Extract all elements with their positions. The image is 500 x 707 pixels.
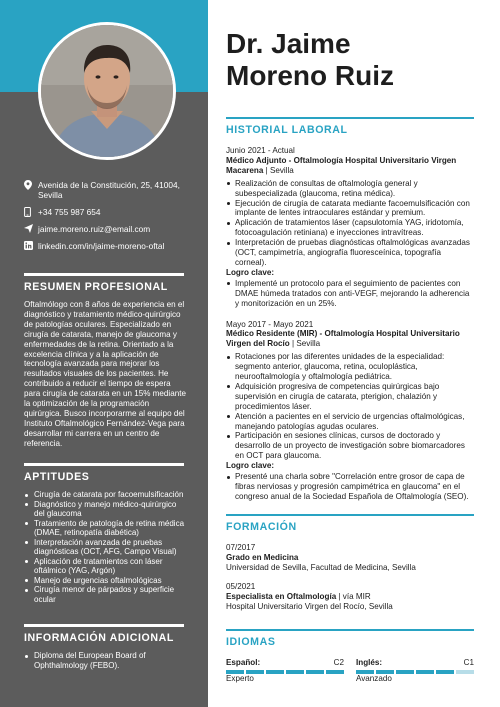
languages-heading: IDIOMAS [226, 636, 276, 648]
sidebar [0, 0, 208, 707]
contact-email[interactable] [24, 224, 199, 234]
job-location: | Sevilla [289, 339, 321, 349]
phone-text: +34 755 987 654 [38, 207, 101, 217]
name-line-2: Moreno Ruiz [226, 60, 394, 91]
language-level-segment [326, 670, 344, 674]
candidate-name [226, 28, 394, 92]
language-level-segment [286, 670, 304, 674]
profile-photo [38, 22, 176, 160]
skill-item: Tratamiento de patología de retina médica (DMAE, retinopatía diabética) [24, 519, 184, 538]
language-descriptor: Experto [226, 674, 254, 683]
languages-list [226, 658, 474, 684]
language-level: C1 [463, 658, 474, 667]
education-degree-suffix: | vía MIR [336, 592, 371, 601]
language-level: C2 [333, 658, 344, 667]
language-item [226, 658, 344, 684]
additional-item: Diploma del European Board of Ophthalmology (FEBO). [24, 651, 184, 670]
language-level-segment [266, 670, 284, 674]
skill-item: Cirugía de catarata por facoemulsificación [24, 490, 184, 500]
section-divider [226, 629, 474, 631]
contact-address [24, 180, 199, 200]
job-tasks [226, 352, 474, 461]
languages-section [226, 629, 474, 684]
language-name: Inglés: [356, 658, 383, 667]
skills-section [24, 463, 184, 604]
job-achievements [226, 279, 474, 309]
job-task: Participación en sesiones clínicas, cursos de doctorado y desarrollo de un proyecto de investigación sobre biomarcadores en OCT para glaucoma. [226, 431, 474, 461]
language-level-segment [396, 670, 414, 674]
job-achievement: Implementé un protocolo para el seguimiento de pacientes con DMAE húmeda tratados con anti-VEGF, mejorando la adherencia y monitorización en un 25%. [226, 279, 474, 309]
location-pin-icon [24, 180, 38, 190]
skills-list [24, 490, 184, 604]
job-dates: Junio 2021 - Actual [226, 146, 295, 155]
language-level-segment [416, 670, 434, 674]
job-task: Interpretación de pruebas diagnósticas oftalmológicas avanzadas (OCT, campimetría, angiografía fluoresceínica, topografía corneal). [226, 238, 474, 268]
job-achievements [226, 472, 474, 502]
job-task: Adquisición progresiva de competencias quirúrgicas bajo supervisión en cirugía de catarata, pterigion, chalazión y procedimientos láser. [226, 382, 474, 412]
education-school: Universidad de Sevilla, Facultad de Medicina, Sevilla [226, 563, 416, 572]
education-section [226, 514, 474, 612]
send-icon [24, 224, 38, 234]
section-divider [24, 463, 184, 466]
skill-item: Interpretación avanzada de pruebas diagnósticas (OCT, AFG, Campo Visual) [24, 538, 184, 557]
skill-item: Diagnóstico y manejo médico-quirúrgico del glaucoma [24, 500, 184, 519]
skill-item: Aplicación de tratamientos con láser oftálmico (YAG, Argón) [24, 557, 184, 576]
education-heading: FORMACIÓN [226, 521, 297, 533]
language-name: Español: [226, 658, 261, 667]
language-descriptor: Avanzado [356, 674, 392, 683]
job-task: Realización de consultas de oftalmología general y subespecializada (glaucoma, retina médica). [226, 179, 474, 199]
job-entry [226, 146, 474, 309]
profile-section [24, 273, 184, 449]
section-divider [226, 117, 474, 119]
education-degree: Grado en Medicina [226, 553, 299, 562]
education-degree: Especialista en Oftalmología [226, 592, 337, 601]
education-date: 05/2021 [226, 582, 256, 591]
skill-item: Manejo de urgencias oftalmológicas [24, 576, 184, 586]
job-task: Atención a pacientes en el servicio de urgencias oftalmológicas, manejando patologías agudas oculares. [226, 412, 474, 432]
section-divider [24, 624, 184, 627]
address-text: Avenida de la Constitución, 25, 41004, Sevilla [38, 180, 180, 200]
linkedin-icon [24, 241, 38, 251]
contact-list [24, 180, 199, 258]
job-location: | Sevilla [263, 165, 294, 175]
contact-linkedin[interactable] [24, 241, 199, 251]
email-text: jaime.moreno.ruiz@email.com [38, 224, 151, 234]
achievement-label: Logro clave: [226, 461, 275, 471]
job-dates: Mayo 2017 - Mayo 2021 [226, 319, 314, 329]
job-achievement: Presenté una charla sobre "Correlación entre grosor de capa de fibras nerviosas y progresión campimétrica en glaucoma" en el congreso anual de la Sociedad Española de Oftalmología (SEO). [226, 472, 474, 502]
language-level-segment [436, 670, 454, 674]
section-divider [24, 273, 184, 276]
experience-section [226, 117, 474, 502]
contact-phone[interactable] [24, 207, 199, 217]
job-task: Ejecución de cirugía de catarata mediante facoemulsificación con implante de lentes intraoculares estándar y premium. [226, 199, 474, 219]
job-title: Médico Adjunto - Oftalmología Hospital Universitario Virgen Macarena [226, 155, 457, 175]
language-level-segment [306, 670, 324, 674]
language-level-segment [456, 670, 474, 674]
additional-heading: INFORMACIÓN ADICIONAL [24, 632, 174, 644]
education-entry [226, 582, 474, 612]
phone-icon [24, 207, 38, 217]
profile-text: Oftalmólogo con 8 años de experiencia en el diagnóstico y tratamiento médico-quirúrgico de patologías oculares. Especializado en cirugía de catarata, manejo de glaucoma y enfermedades de la retina. Orientado a la excelencia clínica y a la aplicación de tecnología avanzada para mejorar los resultados visuales de los pacientes. He contribuido a reducir el tiempo de espera para cirugía de catarata en un 15% mediante la optimización de la programación quirúrgica. Busco incorporarme al equipo del Instituto Oftalmológico Fernández-Vega para desarrollar mi carrera en un centro de referencia. [24, 300, 186, 448]
section-divider [226, 514, 474, 516]
education-date: 07/2017 [226, 543, 256, 552]
education-school: Hospital Universitario Virgen del Rocío, Sevilla [226, 602, 393, 611]
additional-list [24, 651, 184, 670]
achievement-label: Logro clave: [226, 267, 275, 277]
additional-section [24, 624, 184, 670]
job-task: Aplicación de tratamientos láser (capsulotomía YAG, iridotomía, fotocoagulación retiniana) e inyecciones intravítreas. [226, 218, 474, 238]
job-task: Rotaciones por las diferentes unidades de la especialidad: segmento anterior, glaucoma, retina, oculoplástica, neurooftalmología y oftalmología pediátrica. [226, 352, 474, 382]
job-tasks [226, 179, 474, 268]
profile-heading: RESUMEN PROFESIONAL [24, 281, 168, 293]
skills-heading: APTITUDES [24, 471, 90, 483]
linkedin-text: linkedin.com/in/jaime-moreno-oftal [38, 241, 165, 251]
job-entry [226, 320, 474, 502]
experience-heading: HISTORIAL LABORAL [226, 124, 348, 136]
job-title: Médico Residente (MIR) - Oftalmología Hospital Universitario Virgen del Rocío [226, 329, 460, 349]
language-item [356, 658, 474, 684]
name-line-1: Dr. Jaime [226, 28, 351, 59]
education-entry [226, 543, 474, 573]
skill-item: Cirugía menor de párpados y superficie ocular [24, 585, 184, 604]
